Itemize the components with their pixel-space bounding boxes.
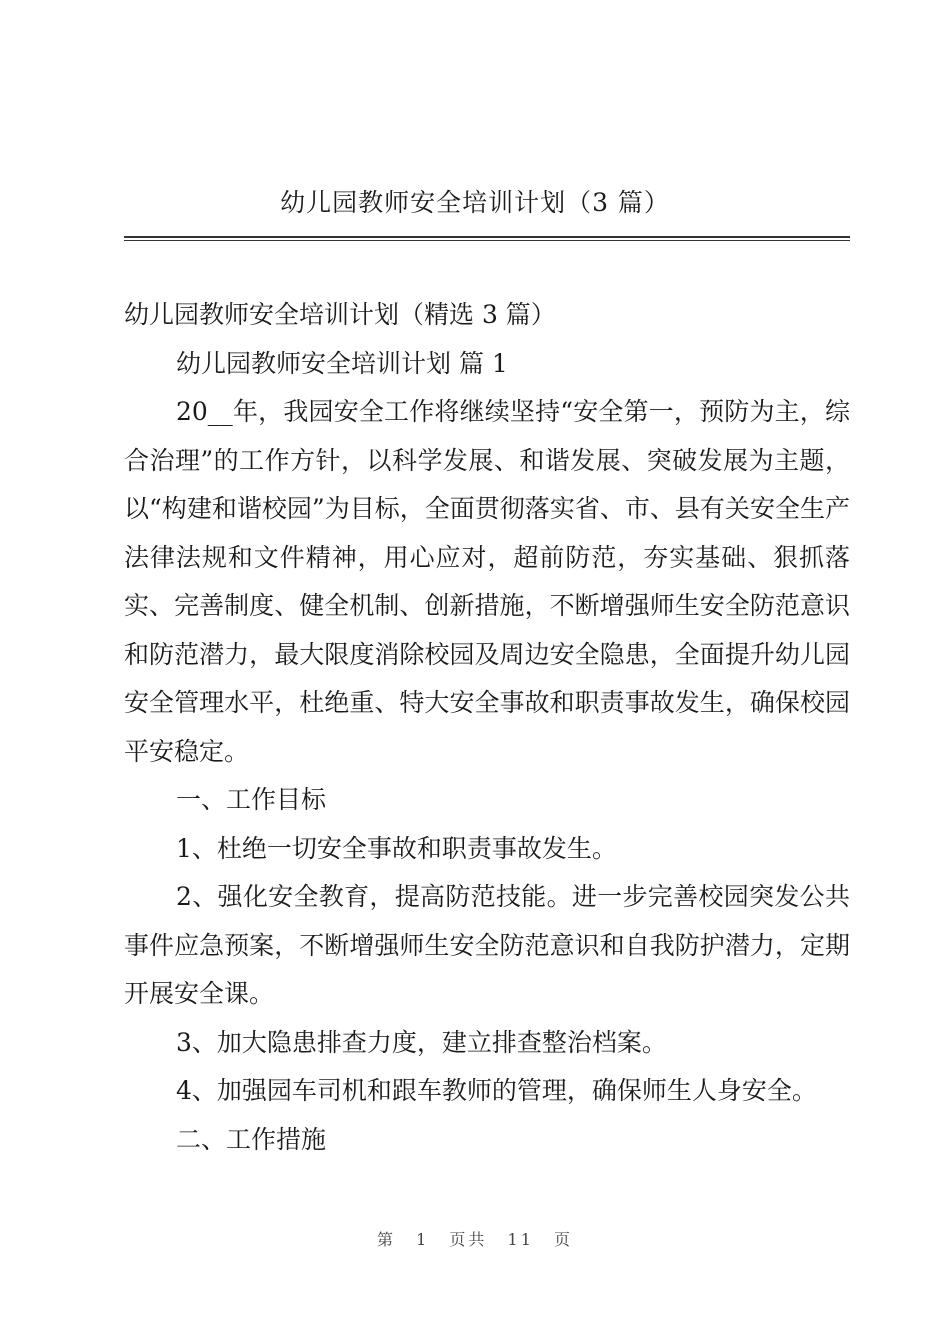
section-title: 幼儿园教师安全培训计划 篇 1 <box>176 348 508 378</box>
paragraph-intro: 20__年，我园安全工作将继续坚持“安全第一，预防为主，综合治理”的工作方针，以科学发展、和谐发展、突破发展为主题，以“构建和谐校园”为目标，全面贯彻落实省、市、县有关安全生产法律法规和文件精神，用心应对，超前防范，夯实基础、狠抓落实、完善制度、健全机制、创新措施，不断增强师生安全防范意识和防范潜力，最大限度消除校园及周边安全隐患，全面提升幼儿园安全管理水平，杜绝重、特大安全事故和职责事故发生，确保校园平安稳定。 <box>124 397 850 766</box>
heading-work-measures: 二、工作措施 <box>176 1124 327 1154</box>
footer-total-pages: 11 <box>507 1230 534 1249</box>
footer-end-label: 页 <box>553 1230 573 1249</box>
goal-item-3: 3、加大隐患排查力度，建立排查整治档案。 <box>176 1027 667 1057</box>
goal-item-4: 4、加强园车司机和跟车教师的管理，确保师生人身安全。 <box>176 1076 817 1105</box>
goal-item-2: 2、强化安全教育，提高防范技能。进一步完善校园突发公共事件应急预案，不断增强师生安全防范意识和自我防护潜力，定期开展安全课。 <box>124 882 850 1008</box>
page-footer <box>0 1227 950 1250</box>
footer-total-label: 页共 <box>449 1230 488 1249</box>
document-main-title: 幼儿园教师安全培训计划（精选 3 篇） <box>124 300 556 329</box>
header-divider <box>124 236 850 241</box>
goal-item-1: 1、杜绝一切安全事故和职责事故发生。 <box>176 833 617 863</box>
page-header-title: 幼儿园教师安全培训计划（3 篇） <box>280 188 670 217</box>
footer-page-label: 第 <box>377 1230 397 1249</box>
document-body <box>124 291 850 1164</box>
footer-page-number: 1 <box>416 1230 430 1249</box>
heading-work-goals: 一、工作目标 <box>176 785 327 814</box>
